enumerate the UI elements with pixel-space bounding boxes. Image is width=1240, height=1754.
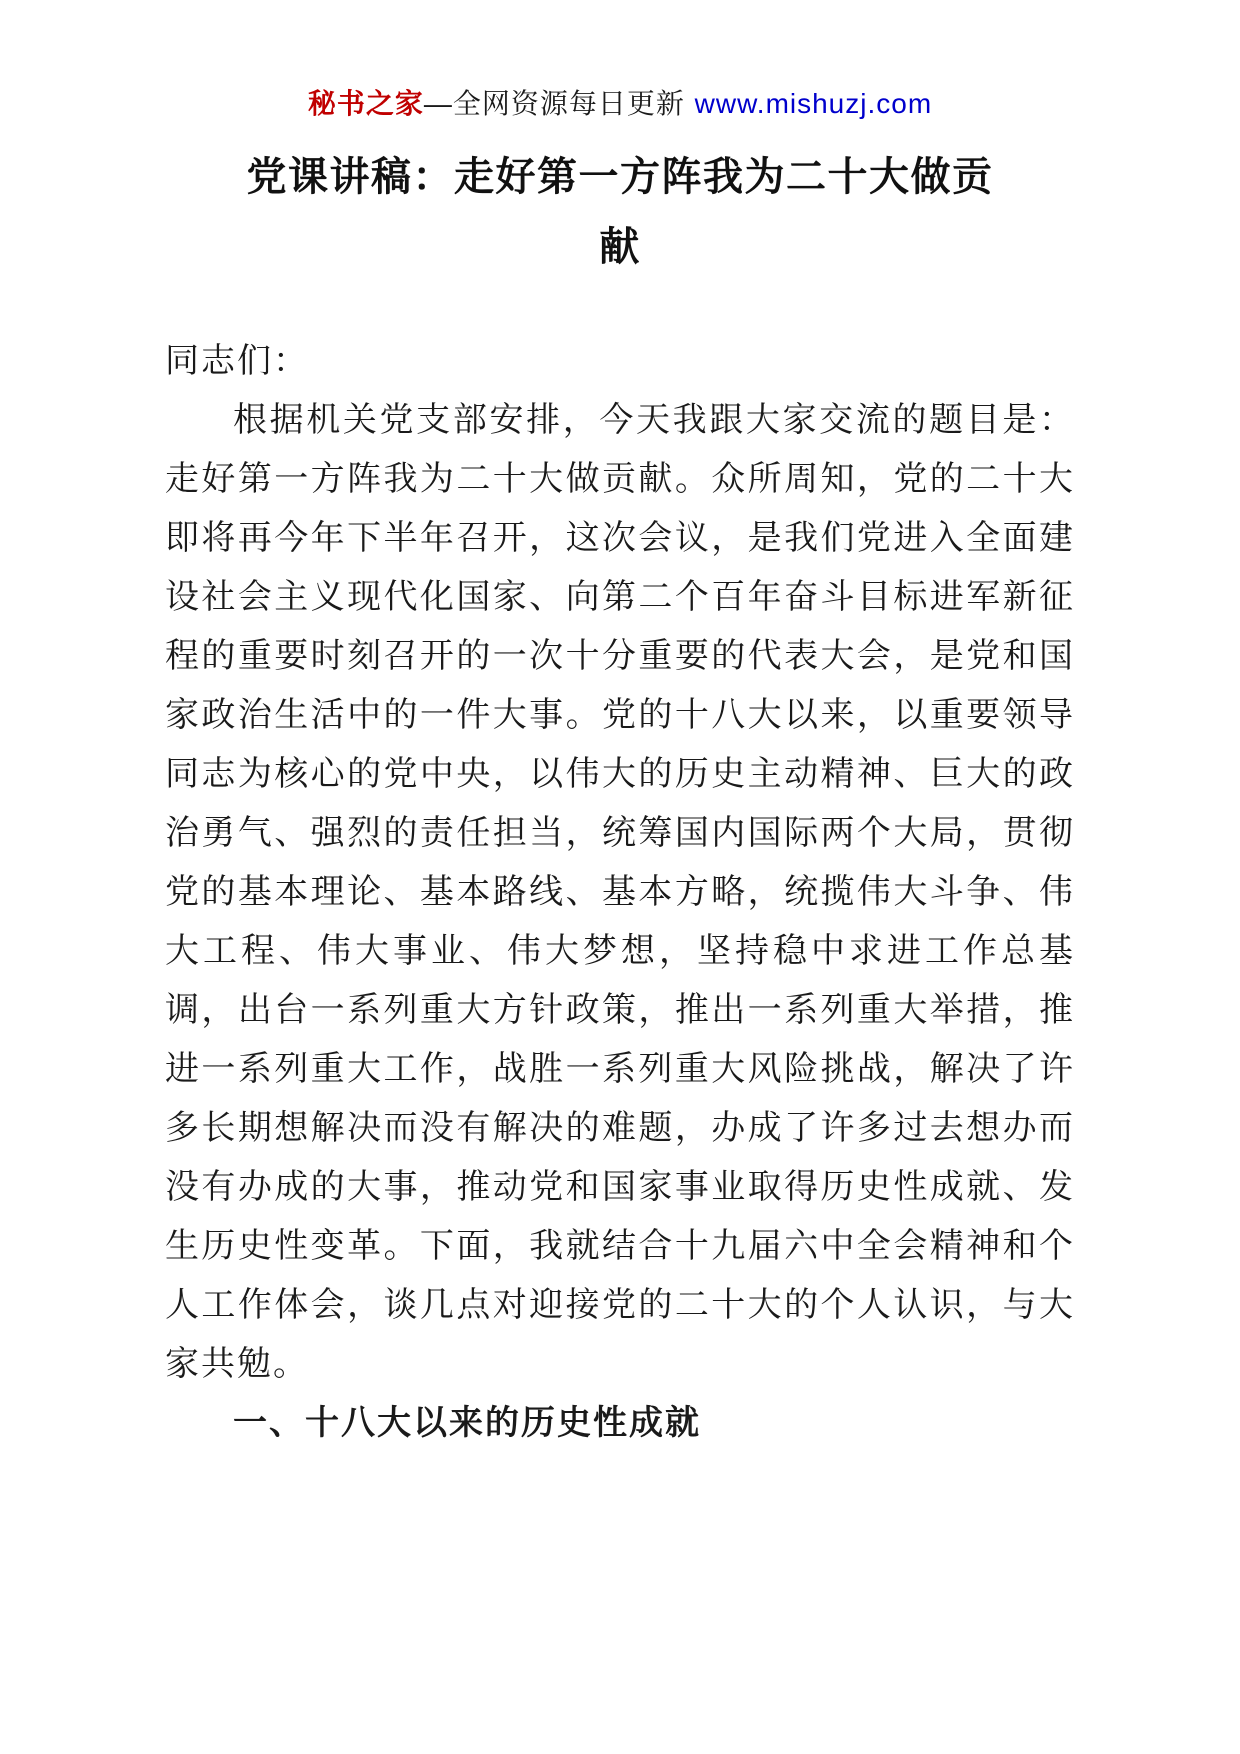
salutation: 同志们： — [165, 342, 309, 380]
site-url-link[interactable]: www.mishuzj.com — [694, 88, 933, 119]
site-tagline: —全网资源每日更新 — [423, 88, 685, 119]
section-heading: 一、十八大以来的历史性成就 — [233, 1404, 701, 1442]
document-title: 党课讲稿：走好第一方阵我为二十大做贡献 — [246, 155, 994, 269]
document-body — [165, 332, 1075, 1453]
body-paragraph: 根据机关党支部安排，今天我跟大家交流的题目是：走好第一方阵我为二十大做贡献。众所周知，党的二十大即将再今年下半年召开，这次会议，是我们党进入全面建设社会主义现代化国家、向第二个百年奋斗目标进军新征程的重要时刻召开的一次十分重要的代表大会，是党和国家政治生活中的一件大事。党的十八大以来，以重要领导同志为核心的党中央，以伟大的历史主动精神、巨大的政治勇气、强烈的责任担当，统筹国内国际两个大局，贯彻党的基本理论、基本路线、基本方略，统揽伟大斗争、伟大工程、伟大事业、伟大梦想，坚持稳中求进工作总基调，出台一系列重大方针政策，推出一系列重大举措，推进一系列重大工作，战胜一系列重大风险挑战，解决了许多长期想解决而没有解决的难题，办成了许多过去想办而没有办成的大事，推动党和国家事业取得历史性成就、发生历史性变革。下面，我就结合十九届六中全会精神和个人工作体会，谈几点对迎接党的二十大的个人认识，与大家共勉。 — [165, 401, 1075, 1383]
site-brand: 秘书之家 — [307, 88, 424, 119]
site-header — [165, 86, 1075, 122]
